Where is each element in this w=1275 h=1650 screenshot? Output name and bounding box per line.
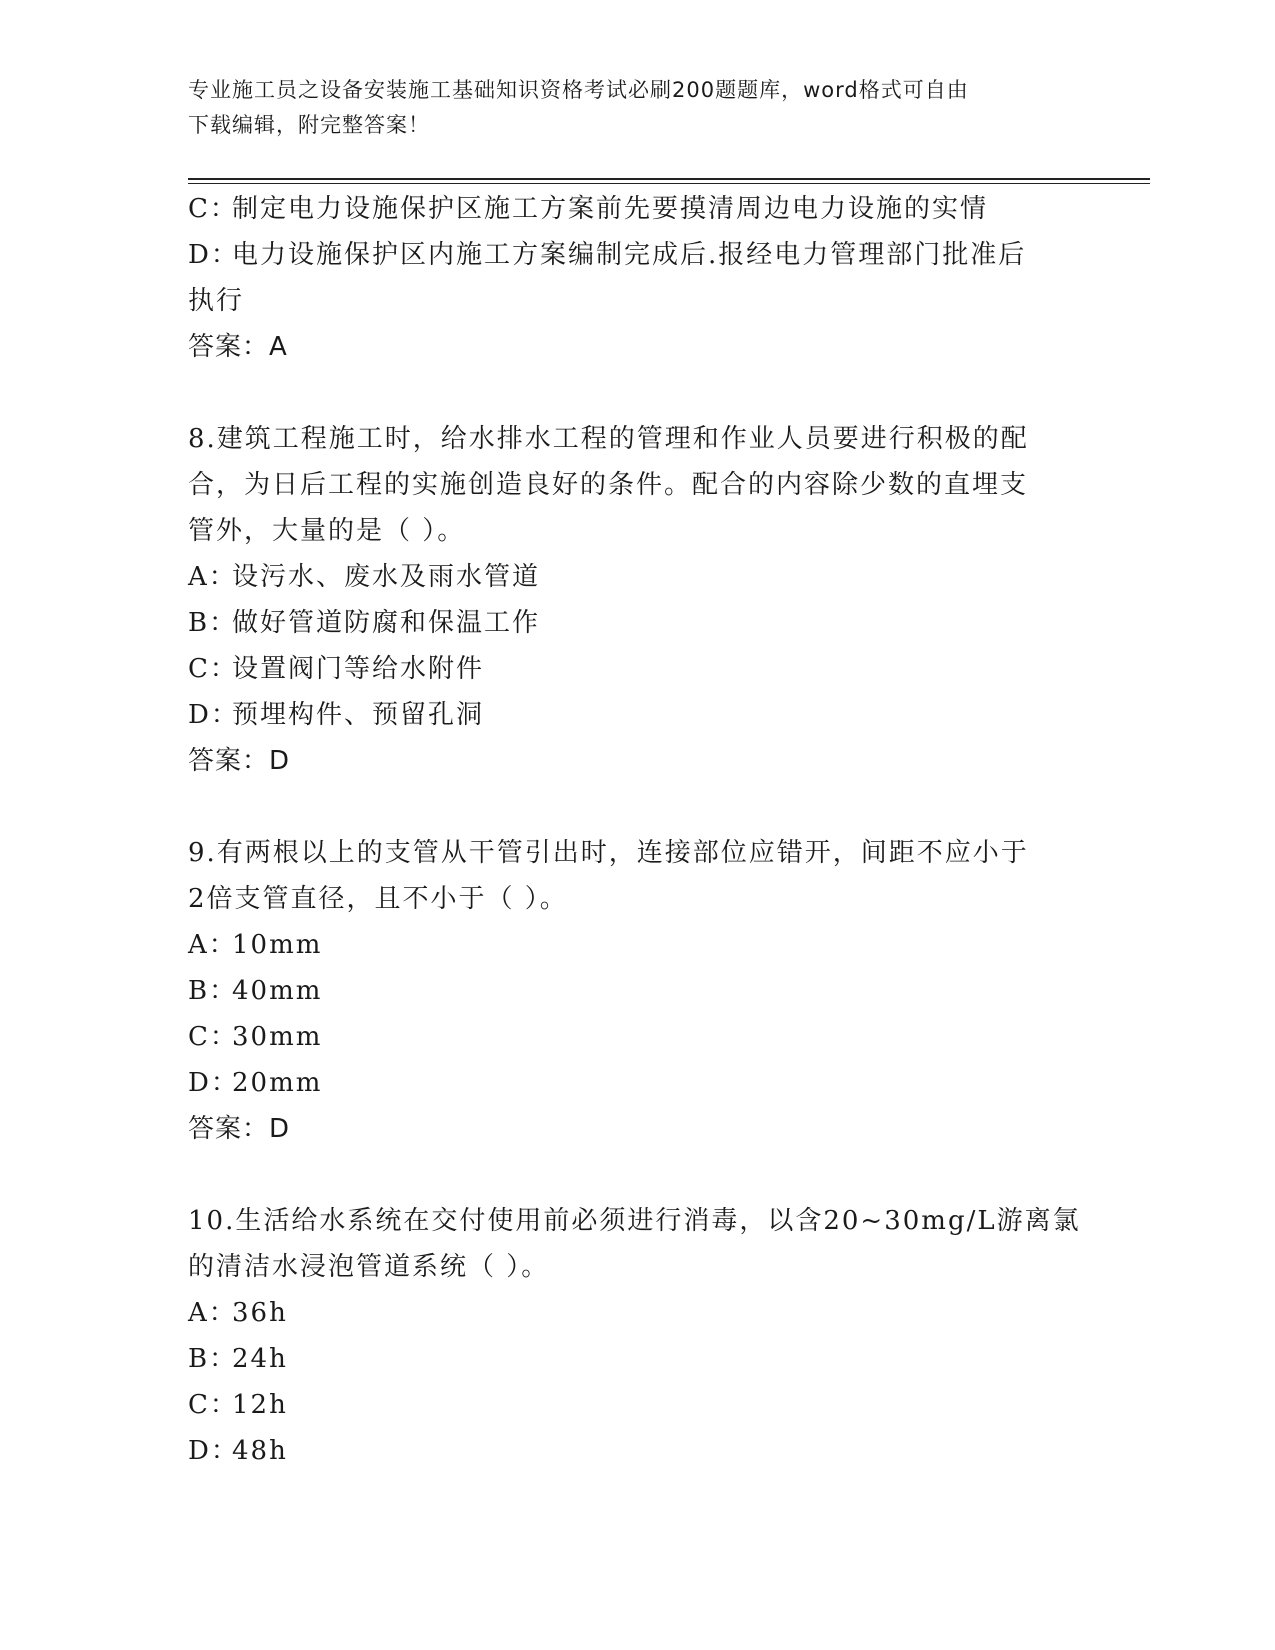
- option-text: 24h: [232, 1344, 288, 1374]
- option-text: 做好管道防腐和保温工作: [232, 608, 541, 638]
- option-text: 20mm: [232, 1068, 323, 1098]
- option-c: [188, 646, 1088, 692]
- option-text: 设置阀门等给水附件: [232, 654, 485, 684]
- document-header: [188, 73, 1068, 143]
- question-text-line: 10.生活给水系统在交付使用前必须进行消毒，以含20~30mg/L游离氯: [188, 1206, 1081, 1236]
- question-8: [188, 416, 1088, 784]
- question-text-line: 合，为日后工程的实施创造良好的条件。配合的内容除少数的直埋支: [188, 470, 1029, 500]
- question-9: [188, 830, 1088, 1152]
- question-text-line: 2倍支管直径，且不小于（ ）。: [188, 884, 568, 914]
- question-7-continued: [188, 186, 1088, 370]
- question-text-line: 9.有两根以上的支管从干管引出时，连接部位应错开，间距不应小于: [188, 838, 1029, 868]
- question-spacer: [188, 1152, 1088, 1198]
- option-b: [188, 600, 1088, 646]
- option-text: 36h: [232, 1298, 288, 1328]
- option-label: B：: [188, 608, 238, 638]
- option-text: 12h: [232, 1390, 288, 1420]
- header-divider-thin: [188, 183, 1150, 184]
- option-label: C：: [188, 1022, 238, 1052]
- answer-line: 答案：A: [188, 332, 288, 362]
- option-d-continuation: 执行: [188, 286, 245, 316]
- answer-line: 答案：D: [188, 746, 291, 776]
- option-d: [188, 692, 1088, 738]
- option-label: C：: [188, 1390, 238, 1420]
- option-a: [188, 922, 1088, 968]
- option-label: C：: [188, 654, 238, 684]
- option-label: C：: [188, 194, 238, 224]
- option-text: 电力设施保护区内施工方案编制完成后.报经电力管理部门批准后: [232, 240, 1027, 270]
- option-b: [188, 968, 1088, 1014]
- option-c: [188, 1382, 1088, 1428]
- option-d: [188, 232, 1088, 278]
- option-text: 制定电力设施保护区施工方案前先要摸清周边电力设施的实情: [232, 194, 989, 224]
- option-c: [188, 186, 1088, 232]
- option-c: [188, 1014, 1088, 1060]
- option-label: B：: [188, 1344, 238, 1374]
- option-label: A：: [188, 1298, 237, 1328]
- question-text-line: 的清洁水浸泡管道系统（ ）。: [188, 1252, 550, 1282]
- option-label: D：: [188, 1068, 239, 1098]
- option-text: 设污水、废水及雨水管道: [232, 562, 541, 592]
- question-10: [188, 1198, 1088, 1474]
- question-text-line: 管外，大量的是（ ）。: [188, 516, 466, 546]
- option-text: 预埋构件、预留孔洞: [232, 700, 485, 730]
- header-line-1: 专业施工员之设备安装施工基础知识资格考试必刷200题题库，word格式可自由: [188, 78, 969, 102]
- option-a: [188, 1290, 1088, 1336]
- option-label: D：: [188, 700, 239, 730]
- option-b: [188, 1336, 1088, 1382]
- option-text: 10mm: [232, 930, 323, 960]
- question-spacer: [188, 784, 1088, 830]
- option-a: [188, 554, 1088, 600]
- option-label: A：: [188, 562, 237, 592]
- option-label: A：: [188, 930, 237, 960]
- header-divider-thick: [188, 178, 1150, 180]
- option-d: [188, 1060, 1088, 1106]
- question-text-line: 8.建筑工程施工时，给水排水工程的管理和作业人员要进行积极的配: [188, 424, 1029, 454]
- question-content: [188, 186, 1088, 1474]
- option-label: D：: [188, 240, 239, 270]
- option-d: [188, 1428, 1088, 1474]
- option-label: D：: [188, 1436, 239, 1466]
- question-spacer: [188, 370, 1088, 416]
- answer-line: 答案：D: [188, 1114, 291, 1144]
- option-label: B：: [188, 976, 238, 1006]
- header-line-2: 下载编辑，附完整答案！: [188, 113, 430, 137]
- option-text: 30mm: [232, 1022, 323, 1052]
- option-text: 48h: [232, 1436, 288, 1466]
- option-text: 40mm: [232, 976, 323, 1006]
